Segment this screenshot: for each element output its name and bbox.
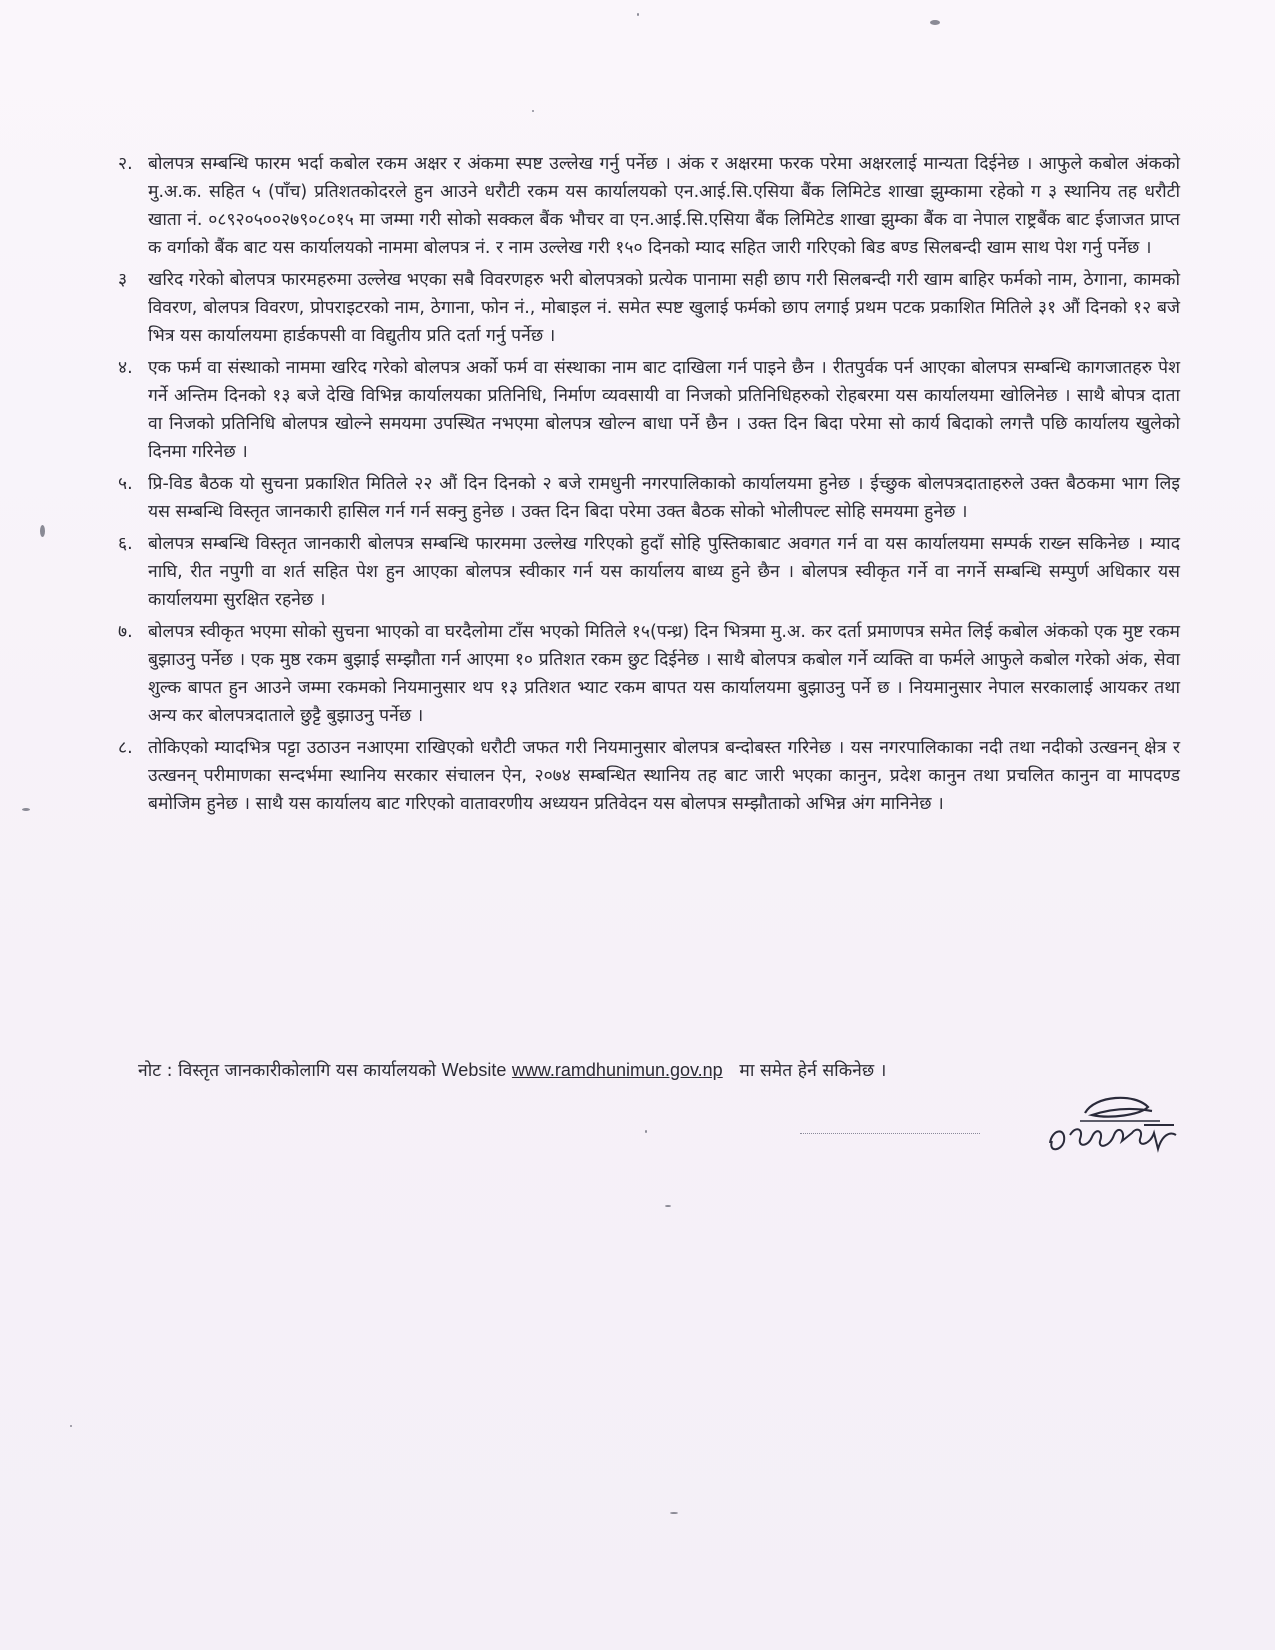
- item-text: तोकिएको म्यादभित्र पट्टा उठाउन नआएमा राखिएको धरौटी जफत गरी नियमानुसार बोलपत्र बन्दोबस्त गरिनेछ । यस नगरपालिकाका नदी तथा नदीको उत्खनन् क्षेत्र र उत्खनन् परीमाणका सन्दर्भमा स्थानिय सरकार संचालन ऐन, २०७४ सम्बन्धित स्थानिय तह बाट जारी भएका कानुन, प्रदेश कानुन तथा प्रचलित कानुन वा मापदण्ड बमोजिम हुनेछ । साथै यस कार्यालय बाट गरिएको वातावरणीय अध्ययन प्रतिवेदन यस बोलपत्र सम्झौताको अभिन्न अंग मानिनेछ ।: [148, 738, 1180, 814]
- notice-item: [118, 734, 1180, 818]
- note-suffix: मा समेत हेर्न सकिनेछ ।: [722, 1061, 887, 1081]
- scan-speck: [665, 1205, 671, 1207]
- scan-speck: [532, 110, 534, 112]
- notice-item: [118, 266, 1180, 350]
- notice-item: [118, 150, 1180, 262]
- footnote: [138, 1056, 1188, 1085]
- note-web-label: Website: [441, 1060, 507, 1080]
- signature-line: [800, 1125, 980, 1134]
- scan-speck: [930, 20, 940, 25]
- item-number: ८.: [118, 738, 133, 758]
- signature-image: [1040, 1085, 1200, 1165]
- item-number: ७.: [118, 622, 133, 642]
- item-text: बोलपत्र स्वीकृत भएमा सोको सुचना भाएको वा घरदैलोमा टाँस भएको मितिले १५(पन्ध्र) दिन भित्रमा मु.अ. कर दर्ता प्रमाणपत्र समेत लिई कबोल अंकको एक मुष्ट रकम बुझाउनु पर्नेछ । एक मुष्ठ रकम बुझाई सम्झौता गर्न आएमा १० प्रतिशत रकम छुट दिईनेछ । साथै बोलपत्र कबोल गर्ने व्यक्ति वा फर्मले आफुले कबोल गरेको अंक, सेवा शुल्क बापत हुन आउने जम्मा रकमको नियमानुसार थप १३ प्रतिशत भ्याट रकम बापत यस कार्यालयमा बुझाउनु पर्ने छ । नियमानुसार नेपाल सरकालाई आयकर तथा अन्य कर बोलपत्रदाताले छुट्टै बुझाउनु पर्नेछ ।: [148, 622, 1180, 726]
- scan-speck: [637, 13, 639, 16]
- item-text: खरिद गरेको बोलपत्र फारमहरुमा उल्लेख भएका सबै विवरणहरु भरी बोलपत्रको प्रत्येक पानामा सही छाप गरी सिलबन्दी गरी खाम बाहिर फर्मको नाम, ठेगाना, कामको विवरण, बोलपत्र विवरण, प्रोपराइटरको नाम, ठेगाना, फोन नं., मोबाइल नं. समेत स्पष्ट खुलाई फर्मको छाप लगाई प्रथम पटक प्रकाशित मितिले ३१ औं दिनको १२ बजे भित्र यस कार्यालयमा हार्डकपसी वा विद्युतीय प्रति दर्ता गर्नु पर्नेछ ।: [148, 270, 1180, 346]
- note-prefix: नोट : विस्तृत जानकारीकोलागि यस कार्यालयको: [138, 1061, 442, 1081]
- item-number: २.: [118, 154, 133, 174]
- notice-item: [118, 530, 1180, 614]
- item-number: ४.: [118, 358, 133, 378]
- scan-speck: [645, 1130, 647, 1133]
- item-text: प्रि-विड बैठक यो सुचना प्रकाशित मितिले २२ औं दिन दिनको २ बजे रामधुनी नगरपालिकाको कार्यालयमा हुनेछ । ईच्छुक बोलपत्रदाताहरुले उक्त बैठकमा भाग लिइ यस सम्बन्धि विस्तृत जानकारी हासिल गर्न गर्न सक्नु हुनेछ । उक्त दिन बिदा परेमा उक्त बैठक सोको भोलीपल्ट सोहि समयमा हुनेछ ।: [148, 474, 1180, 522]
- scan-speck: [70, 1425, 72, 1427]
- scan-speck: [22, 808, 30, 811]
- notice-item: [118, 618, 1180, 730]
- item-number: ३: [118, 270, 128, 290]
- item-text: बोलपत्र सम्बन्धि फारम भर्दा कबोल रकम अक्षर र अंकमा स्पष्ट उल्लेख गर्नु पर्नेछ । अंक र अक्षरमा फरक परेमा अक्षरलाई मान्यता दिईनेछ । आफुले कबोल अंकको मु.अ.क. सहित ५ (पाँच) प्रतिशतकोदरले हुन आउने धरौटी रकम यस कार्यालयको एन.आई.सि.एसिया बैंक लिमिटेड शाखा झुम्कामा रहेको ग ३ स्थानिय तह धरौटी खाता नं. ०८९२०५००२७९०८०१५ मा जम्मा गरी सोको सक्कल बैंक भौचर वा एन.आई.सि.एसिया बैंक लिमिटेड शाखा झुम्का बैंक वा नेपाल राष्ट्रबैंक बाट ईजाजत प्राप्त क वर्गाको बैंक बाट यस कार्यालयको नाममा बोलपत्र नं. र नाम उल्लेख गरी १५० दिनको म्याद सहित जारी गरिएको बिड बण्ड सिलबन्दी खाम साथ पेश गर्नु पर्नेछ ।: [148, 154, 1180, 258]
- item-text: बोलपत्र सम्बन्धि विस्तृत जानकारी बोलपत्र सम्बन्धि फारममा उल्लेख गरिएको हुदाँ सोहि पुस्तिकाबाट अवगत गर्न वा यस कार्यालयमा सम्पर्क राख्न सकिनेछ । म्याद नाघि, रीत नपुगी वा शर्त सहित पेश हुन आएका बोलपत्र स्वीकार गर्न यस कार्यालय बाध्य हुने छैन । बोलपत्र स्वीकृत गर्ने वा नगर्ने सम्बन्धि सम्पुर्ण अधिकार यस कार्यालयमा सुरक्षित रहनेछ ।: [148, 534, 1180, 610]
- notice-item: [118, 470, 1180, 526]
- notice-body: [118, 150, 1180, 822]
- scan-speck: [40, 525, 45, 537]
- item-number: ५.: [118, 474, 133, 494]
- scan-speck: [670, 1512, 678, 1514]
- website-link[interactable]: www.ramdhunimun.gov.np: [511, 1060, 723, 1080]
- item-text: एक फर्म वा संस्थाको नाममा खरिद गरेको बोलपत्र अर्को फर्म वा संस्थाका नाम बाट दाखिला गर्न पाइने छैन । रीतपुर्वक पर्न आएका बोलपत्र सम्बन्धि कागजातहरु पेश गर्ने अन्तिम दिनको १३ बजे देखि विभिन्न कार्यालयका प्रतिनिधि, निर्माण व्यवसायी वा निजको प्रतिनिधिहरुको रोहबरमा यस कार्यालयमा खोलिनेछ । साथै बोपत्र दाता वा निजको प्रतिनिधि बोलपत्र खोल्ने समयमा उपस्थित नभएमा बोलपत्र खोल्न बाधा पर्ने छैन । उक्त दिन बिदा परेमा सो कार्य बिदाको लगत्तै पछि कार्यालय खुलेको दिनमा गरिनेछ ।: [148, 358, 1180, 462]
- item-number: ६.: [118, 534, 133, 554]
- notice-item: [118, 354, 1180, 466]
